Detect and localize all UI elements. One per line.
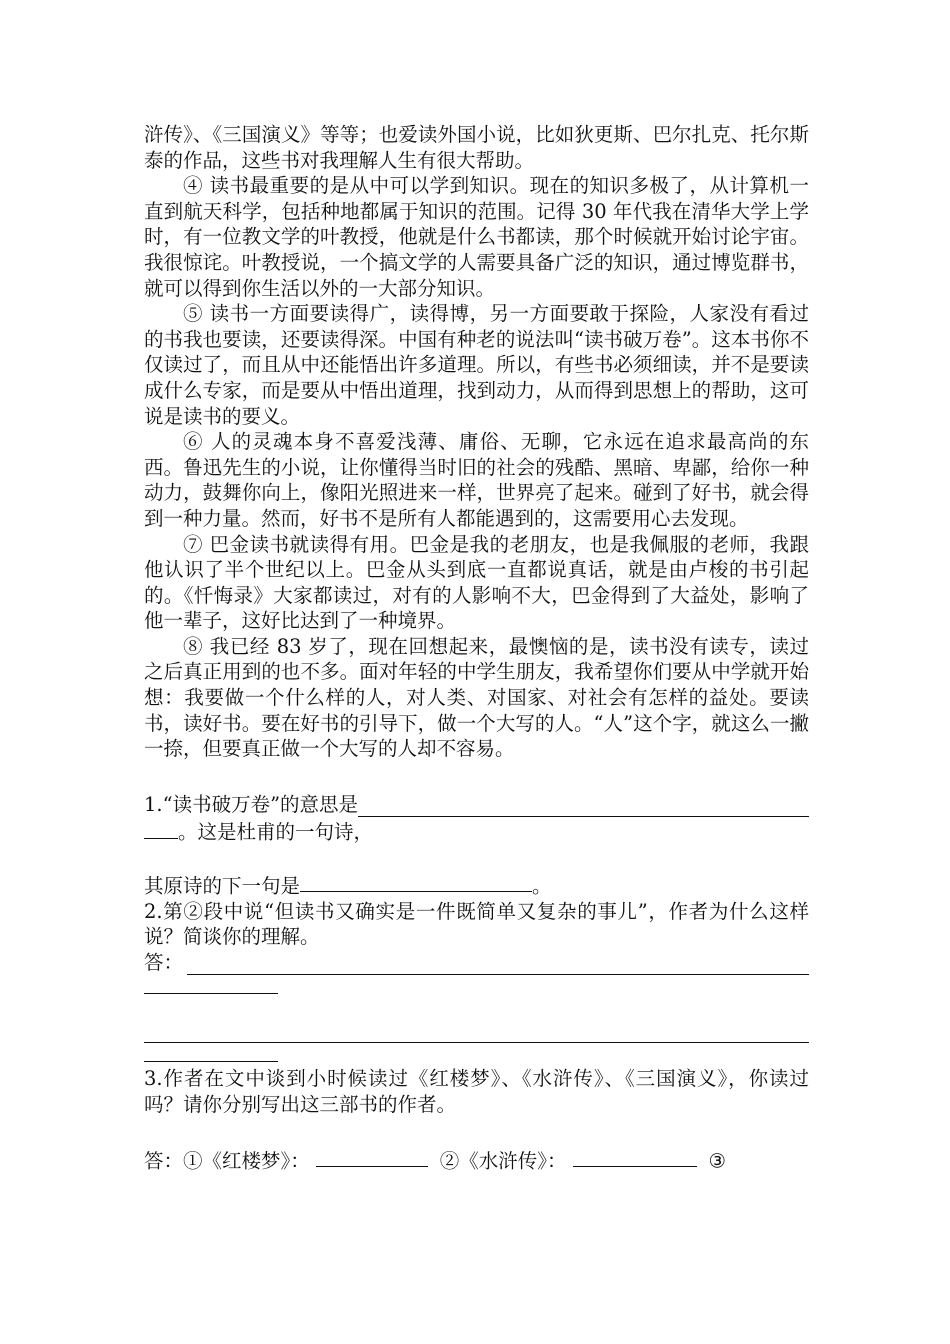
answer-line-2b[interactable] [144, 975, 278, 994]
question-1-period: 。 [532, 873, 552, 897]
question-1-prompt: 1.“读书破万卷”的意思是 [144, 792, 359, 816]
document-content [144, 122, 809, 1174]
paragraph-7: ⑦ 巴金读书就读得有用。巴金是我的老朋友，也是我佩服的老师，我跟他认识了半个世纪以上。巴金从头到底一直都说真话，就是由卢梭的书引起的。《忏悔录》大家都读过，对有的人影响不大，巴金得到了大益处，影响了他一辈子，这好比达到了一种境界。 [144, 532, 809, 633]
paragraph-5: ⑤ 读书一方面要读得广，读得博，另一方面要敢于探险，人家没有看过的书我也要读，还要读得深。中国有种老的说法叫“读书破万卷”。这本书你不仅读过了，而且从中还能悟出许多道理。所以，有些书必须细读，并不是要读成什么专家，而是要从中悟出道理，找到动力，从而得到思想上的帮助，这可说是读书的要义。 [144, 302, 809, 428]
question-1-note: 。这是杜甫的一句诗， [178, 820, 374, 844]
answer-line-2c[interactable] [144, 1024, 809, 1043]
question-1-followup: 其原诗的下一句是 [144, 873, 301, 897]
answer-blank-1a[interactable] [358, 798, 809, 817]
question-3-item-2: ②《水浒传》： [439, 1149, 567, 1172]
paragraph-4: ④ 读书最重要的是从中可以学到知识。现在的知识多极了，从计算机一直到航天科学，包括种地都属于知识的范围。记得 30 年代我在清华大学上学时，有一位教文学的叶教授，他就是什么书都读，那个时候就开始讨论宇宙。我很惊诧。叶教授说，一个搞文学的人需要具备广泛的知识，通过博览群书，就可以得到你生活以外的一大部分知识。 [144, 174, 809, 300]
question-3-item-3: ③ [708, 1149, 727, 1172]
question-1 [144, 792, 809, 899]
paragraph-3-continuation: 浒传》、《三国演义》等等；也爱读外国小说，比如狄更斯、巴尔扎克、托尔斯泰的作品，这些书对我理解人生有很大帮助。 [144, 123, 809, 172]
question-2 [144, 899, 809, 1063]
answer-blank-3b[interactable] [573, 1146, 697, 1167]
question-2-prompt: 2.第②段中说“但读书又确实是一件既简单又复杂的事儿”，作者为什么这样说？简谈你的理解。 [144, 899, 809, 949]
question-3-prompt: 3.作者在文中谈到小时候读过《红楼梦》、《水浒传》、《三国演义》，你读过吗？请你分别写出这三部书的作者。 [144, 1067, 809, 1116]
paragraph-6: ⑥ 人的灵魂本身不喜爱浅薄、庸俗、无聊，它永远在追求最高尚的东西。鲁迅先生的小说，让你懂得当时旧的社会的残酷、黑暗、卑鄙，给你一种动力，鼓舞你向上，像阳光照进来一样，世界亮了起来。碰到了好书，就会得到一种力量。然而，好书不是所有人都能遇到的，这需要用心去发现。 [144, 430, 809, 530]
answer-label-3: 答：①《红楼梦》： [144, 1149, 310, 1172]
paragraph-8: ⑧ 我已经 83 岁了，现在回想起来，最懊恼的是，读书没有读专，读过之后真正用到的也不多。面对年轻的中学生朋友，我希望你们要从中学就开始想：我要做一个什么样的人，对人类、对国家、对社会有怎样的益处。要读书，读好书。要在好书的引导下，做一个大写的人。“人”这个字，就这么一撇一捺，但要真正做一个大写的人却不容易。 [144, 634, 809, 761]
question-3 [144, 1066, 809, 1173]
answer-line-2d[interactable] [144, 1043, 278, 1062]
answer-blank-3a[interactable] [316, 1146, 428, 1167]
answer-line-2a[interactable] [187, 956, 809, 975]
answer-label-2: 答： [144, 950, 184, 974]
answer-blank-1b[interactable] [144, 817, 178, 838]
answer-blank-1c[interactable] [300, 871, 532, 892]
